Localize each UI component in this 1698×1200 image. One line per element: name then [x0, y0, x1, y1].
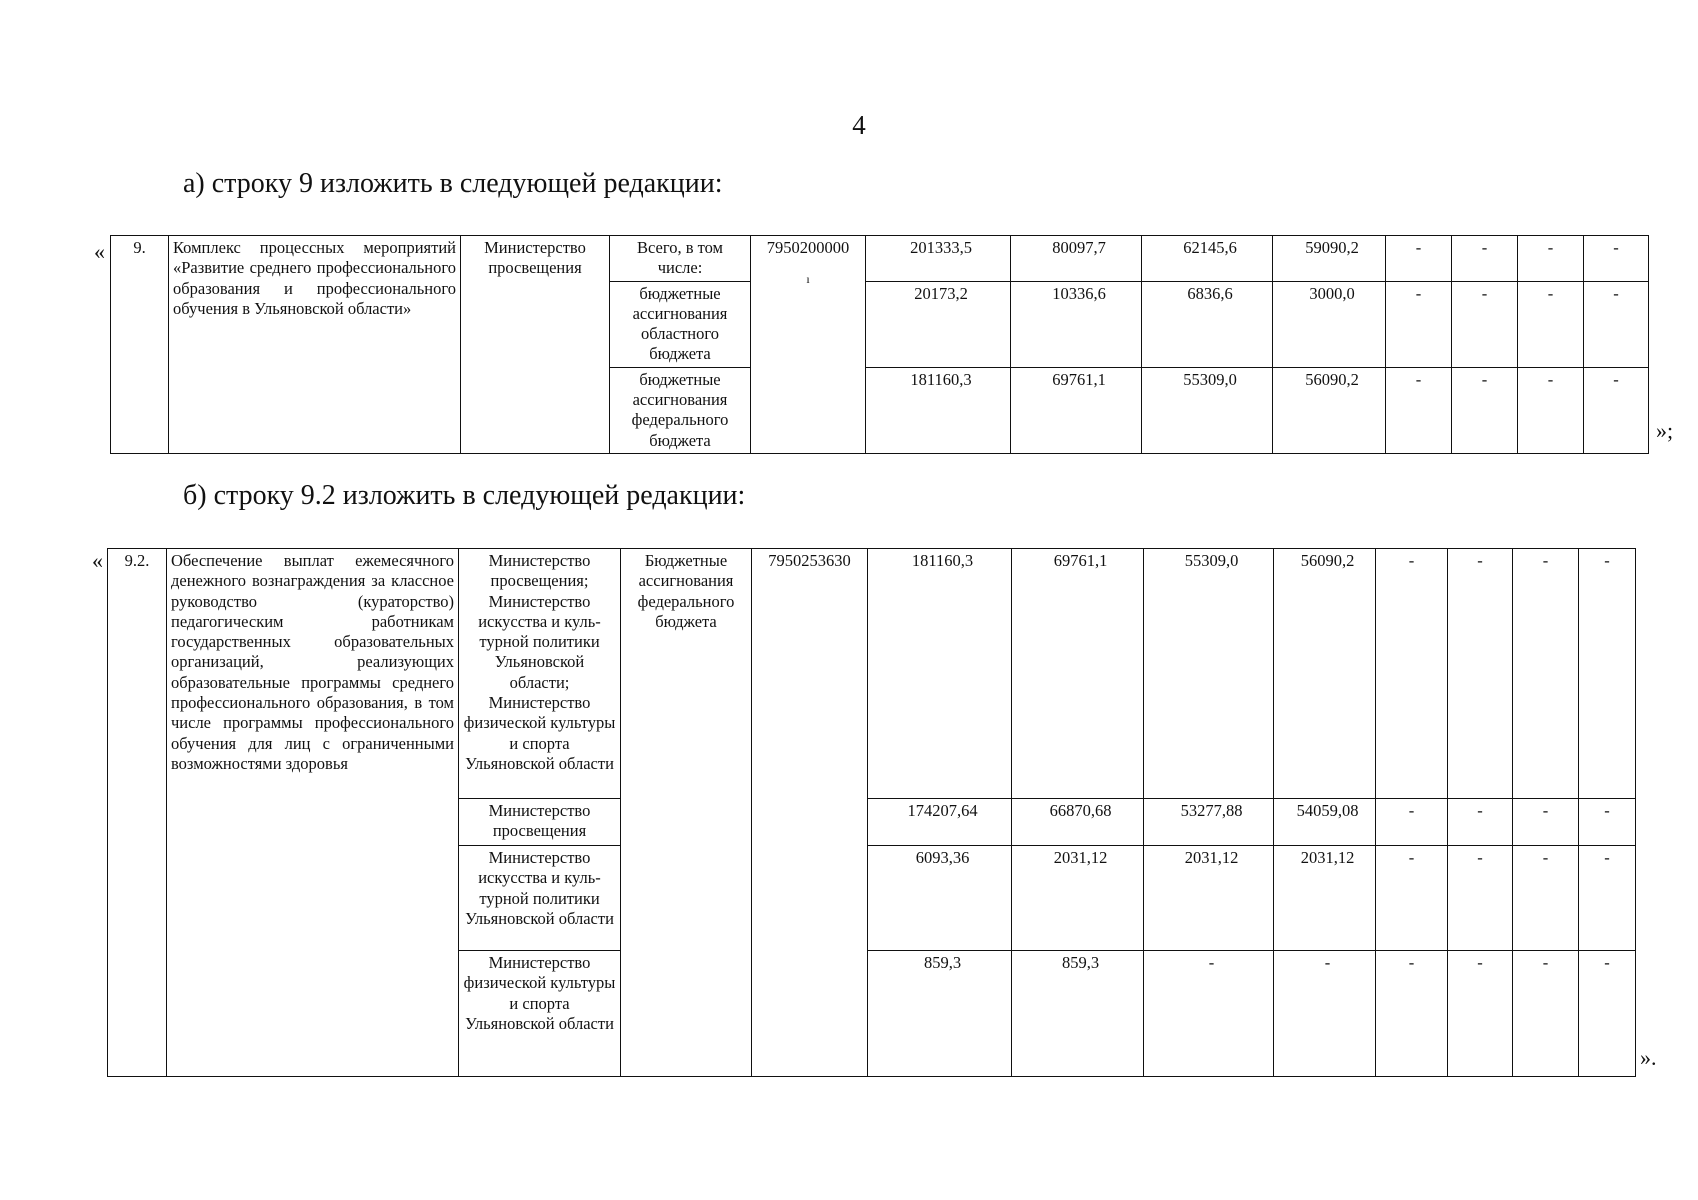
value-year-7: -: [1579, 549, 1636, 799]
value-year-2: 55309,0: [1144, 549, 1274, 799]
value-year-6: -: [1513, 799, 1579, 846]
section-a-heading: а) строку 9 изложить в следующей редакции:: [183, 168, 723, 199]
value-year-1: 80097,7: [1011, 236, 1142, 282]
value-total: 181160,3: [868, 549, 1012, 799]
value-year-2: -: [1144, 951, 1274, 1077]
value-total: 859,3: [868, 951, 1012, 1077]
closing-quote: ».: [1640, 1045, 1657, 1070]
value-year-1: 2031,12: [1012, 846, 1144, 951]
opening-quote: «: [94, 239, 105, 264]
value-year-5: -: [1448, 951, 1513, 1077]
value-year-4: -: [1386, 236, 1452, 282]
value-year-5: -: [1452, 281, 1518, 367]
value-total: 20173,2: [866, 281, 1011, 367]
value-year-3: 3000,0: [1273, 281, 1386, 367]
value-total: 174207,64: [868, 799, 1012, 846]
value-year-6: -: [1513, 951, 1579, 1077]
budget-code-cell: [751, 236, 866, 454]
value-year-3: 2031,12: [1274, 846, 1376, 951]
value-year-1: 69761,1: [1012, 549, 1144, 799]
table-row: [108, 549, 1636, 799]
value-year-1: 66870,68: [1012, 799, 1144, 846]
value-year-7: -: [1579, 799, 1636, 846]
value-year-7: -: [1584, 236, 1649, 282]
value-year-6: -: [1518, 236, 1584, 282]
funding-source: Бюджетные ассигнования федерального бюджета: [621, 549, 752, 1077]
value-year-7: -: [1584, 281, 1649, 367]
funding-source: бюджетные ассигнования областного бюджета: [610, 281, 751, 367]
value-year-5: -: [1448, 549, 1513, 799]
opening-quote: «: [92, 548, 103, 573]
value-year-2: 2031,12: [1144, 846, 1274, 951]
row-executor: Министерство физической культуры и спорта Ульяновской области: [459, 951, 621, 1077]
value-year-1: 10336,6: [1011, 281, 1142, 367]
value-year-7: -: [1584, 367, 1649, 453]
value-year-2: 55309,0: [1142, 367, 1273, 453]
value-year-1: 69761,1: [1011, 367, 1142, 453]
value-year-2: 6836,6: [1142, 281, 1273, 367]
budget-code: 7950253630: [752, 549, 868, 1077]
value-year-7: -: [1579, 846, 1636, 951]
section-b-heading: б) строку 9.2 изложить в следующей редакции:: [183, 480, 746, 511]
value-year-4: -: [1386, 281, 1452, 367]
value-total: 201333,5: [866, 236, 1011, 282]
row-executor: Министерство просвещения; Министерство искусства и культурной политики Ульяновской области; Министерство физической культуры и спорта Ульяновской области: [459, 549, 621, 799]
value-year-6: -: [1513, 846, 1579, 951]
value-year-2: 53277,88: [1144, 799, 1274, 846]
value-year-5: -: [1448, 799, 1513, 846]
funding-source: Всего, в том числе:: [610, 236, 751, 282]
value-year-6: -: [1518, 281, 1584, 367]
value-year-6: -: [1513, 549, 1579, 799]
funding-source: бюджетные ассигнования федерального бюджета: [610, 367, 751, 453]
row-9-2-table: [107, 548, 1636, 1077]
value-year-5: -: [1452, 367, 1518, 453]
row-number: 9.: [111, 236, 169, 454]
value-year-3: -: [1274, 951, 1376, 1077]
value-year-4: -: [1376, 799, 1448, 846]
value-year-2: 62145,6: [1142, 236, 1273, 282]
row-name: Комплекс процессных мероприятий «Развитие среднего профессионального образования и профессионального обучения в Ульяновской области»: [169, 236, 461, 454]
table-row: [111, 236, 1649, 282]
scan-mark: ı: [806, 272, 810, 287]
value-year-4: -: [1376, 846, 1448, 951]
value-year-3: 56090,2: [1274, 549, 1376, 799]
value-year-3: 56090,2: [1273, 367, 1386, 453]
value-year-4: -: [1376, 549, 1448, 799]
row-executor: Министерство искусства и культурной политики Ульяновской области: [459, 846, 621, 951]
value-total: 6093,36: [868, 846, 1012, 951]
value-year-4: -: [1376, 951, 1448, 1077]
row-number: 9.2.: [108, 549, 167, 1077]
row-9-table: [110, 235, 1649, 454]
value-year-5: -: [1452, 236, 1518, 282]
value-year-6: -: [1518, 367, 1584, 453]
value-year-3: 59090,2: [1273, 236, 1386, 282]
value-year-4: -: [1386, 367, 1452, 453]
budget-code: 7950200000: [766, 238, 850, 257]
value-total: 181160,3: [866, 367, 1011, 453]
row-name: Обеспечение выплат ежемесячного денежного вознаграждения за классное руководство (кураторство) педагогическим работникам государственных образовательных организаций, реализующих образовательные программы среднего профессионального образования, в том числе программы профессионального обучения для лиц с ограниченными возможностями здоровья: [167, 549, 459, 1077]
value-year-3: 54059,08: [1274, 799, 1376, 846]
closing-quote: »;: [1656, 418, 1674, 443]
row-executor: Министерство просвещения: [461, 236, 610, 454]
value-year-7: -: [1579, 951, 1636, 1077]
row-executor: Министерство просвещения: [459, 799, 621, 846]
value-year-5: -: [1448, 846, 1513, 951]
page-number: 4: [852, 110, 866, 140]
value-year-1: 859,3: [1012, 951, 1144, 1077]
